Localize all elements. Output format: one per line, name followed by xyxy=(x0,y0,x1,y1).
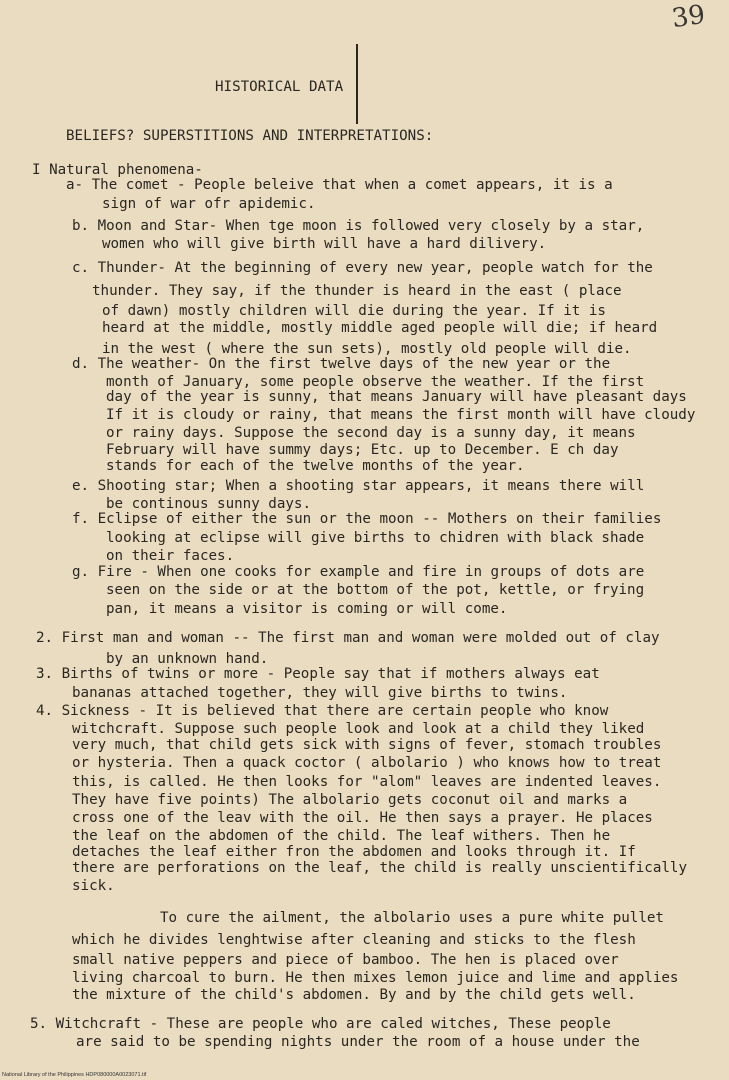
text-line: detaches the leaf either fron the abdomen and looks through it. If xyxy=(72,844,636,860)
text-line: c. Thunder- At the beginning of every new year, people watch for the xyxy=(72,260,653,276)
text-line: d. The weather- On the first twelve days of the new year or the xyxy=(72,356,611,372)
text-line: February will have summy days; Etc. up to December. E ch day xyxy=(106,442,619,458)
text-line: very much, that child gets sick with signs of fever, stomach troubles xyxy=(72,737,662,753)
text-line: the leaf on the abdomen of the child. The leaf withers. Then he xyxy=(72,828,611,844)
text-line: by an unknown hand. xyxy=(106,651,269,667)
text-line: of dawn) mostly children will die during the year. If it is xyxy=(102,303,606,319)
text-line: stands for each of the twelve months of the year. xyxy=(106,458,525,474)
vertical-rule xyxy=(356,44,358,124)
text-line: g. Fire - When one cooks for example and fire in groups of dots are xyxy=(72,564,645,580)
text-line: To cure the ailment, the albolario uses a pure white pullet xyxy=(160,910,664,926)
text-line: They have five points) The albolario gets coconut oil and marks a xyxy=(72,792,628,808)
text-line: sign of war ofr apidemic. xyxy=(102,196,316,212)
text-line: e. Shooting star; When a shooting star appears, it means there will xyxy=(72,478,645,494)
text-line: month of January, some people observe the weather. If the first xyxy=(106,374,645,390)
text-line: 5. Witchcraft - These are people who are caled witches, These people xyxy=(30,1016,611,1032)
text-line: or hysteria. Then a quack coctor ( albolario ) who knows how to treat xyxy=(72,755,662,771)
text-line: seen on the side or at the bottom of the pot, kettle, or frying xyxy=(106,582,645,598)
page-number: 39 xyxy=(670,0,708,35)
text-line: be continous sunny days. xyxy=(106,496,311,512)
text-line: a- The comet - People beleive that when a comet appears, it is a xyxy=(66,177,613,193)
text-line: heard at the middle, mostly middle aged people will die; if heard xyxy=(102,320,658,336)
text-line: this, is called. He then looks for "alom" leaves are indented leaves. xyxy=(72,774,662,790)
text-line: cross one of the leav with the oil. He then says a prayer. He places xyxy=(72,810,653,826)
text-line: 4. Sickness - It is believed that there are certain people who know xyxy=(36,703,609,719)
heading: HISTORICAL DATA xyxy=(215,79,344,95)
text-line: women who will give birth will have a hard dilivery. xyxy=(102,236,547,252)
text-line: in the west ( where the sun sets), mostly old people will die. xyxy=(102,341,632,357)
text-line: 3. Births of twins or more - People say that if mothers always eat xyxy=(36,666,600,682)
text-line: there are perforations on the leaf, the child is really unscientifically xyxy=(72,860,687,876)
text-line: looking at eclipse will give births to chidren with black shade xyxy=(106,530,645,546)
text-line: or rainy days. Suppose the second day is a sunny day, it means xyxy=(106,425,636,441)
text-line: on their faces. xyxy=(106,548,235,564)
text-line: thunder. They say, if the thunder is heard in the east ( place xyxy=(92,283,622,299)
text-line: 2. First man and woman -- The first man and woman were molded out of clay xyxy=(36,630,660,646)
text-line: If it is cloudy or rainy, that means the first month will have cloudy xyxy=(106,407,696,423)
text-line: sick. xyxy=(72,878,115,894)
text-line: are said to be spending nights under the room of a house under the xyxy=(76,1034,640,1050)
text-line: living charcoal to burn. He then mixes lemon juice and lime and applies xyxy=(72,970,679,986)
text-line: witchcraft. Suppose such people look and look at a child they liked xyxy=(72,721,645,737)
text-line: the mixture of the child's abdomen. By and by the child gets well. xyxy=(72,987,636,1003)
text-line: b. Moon and Star- When tge moon is followed very closely by a star, xyxy=(72,218,645,234)
text-line: bananas attached together, they will give births to twins. xyxy=(72,685,568,701)
text-line: small native peppers and piece of bamboo. The hen is placed over xyxy=(72,952,619,968)
subheading: BELIEFS? SUPERSTITIONS AND INTERPRETATIONS: xyxy=(66,128,434,144)
text-line: which he divides lenghtwise after cleaning and sticks to the flesh xyxy=(72,932,636,948)
text-line: day of the year is sunny, that means January will have pleasant days xyxy=(106,389,687,405)
scan-footer: National Library of the Philippines HDP080000A0023071.tif xyxy=(2,1072,147,1078)
text-line: f. Eclipse of either the sun or the moon -- Mothers on their families xyxy=(72,511,662,527)
text-line: pan, it means a visitor is coming or will come. xyxy=(106,601,508,617)
text-line: I Natural phenomena- xyxy=(32,162,203,178)
